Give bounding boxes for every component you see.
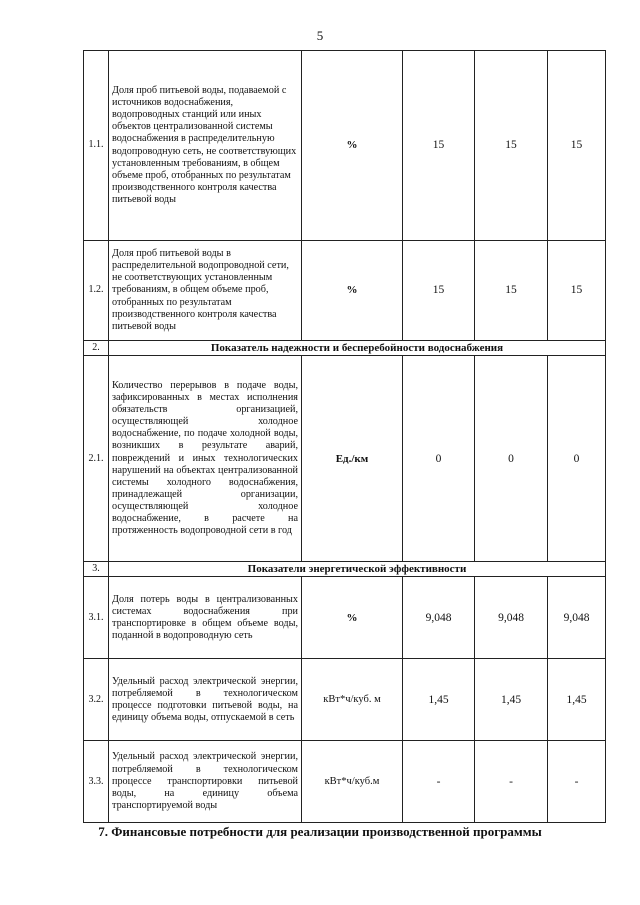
row-number: 1.1. <box>84 51 109 241</box>
row-number: 2.1. <box>84 356 109 562</box>
value-cell: 0 <box>403 356 475 562</box>
section-title: Показатель надежности и бесперебойности водоснабжения <box>109 341 606 356</box>
value-cell: 9,048 <box>475 577 548 659</box>
value-cell: 1,45 <box>475 659 548 741</box>
row-number: 1.2. <box>84 241 109 341</box>
indicator-description: Удельный расход электрической энергии, потребляемой в технологическом процессе подготовки питьевой воды, на единицу объема воды, отпускаемой в сеть <box>109 659 302 741</box>
indicator-description: Доля проб питьевой воды в распределительной водопроводной сети, не соответствующих установленным требованиям, в общем объеме проб, отобранных по результатам производственного контроля качества питьевой воды <box>109 241 302 341</box>
value-cell: 15 <box>403 51 475 241</box>
unit-cell: % <box>302 51 403 241</box>
unit-cell: кВт*ч/куб. м <box>302 659 403 741</box>
section-number: 2. <box>84 341 109 356</box>
indicator-description: Доля потерь воды в централизованных системах водоснабжения при транспортировке в общем объеме воды, поданной в водопроводную сеть <box>109 577 302 659</box>
section-header-row <box>84 562 606 577</box>
table-row <box>84 577 606 659</box>
indicators-table <box>83 50 606 823</box>
value-cell: 1,45 <box>548 659 606 741</box>
value-cell: 15 <box>548 241 606 341</box>
section-number: 3. <box>84 562 109 577</box>
table-row <box>84 241 606 341</box>
table-row <box>84 51 606 241</box>
table-row <box>84 356 606 562</box>
indicator-description: Количество перерывов в подаче воды, зафиксированных в местах исполнения обязательств организацией, осуществляющей холодное водоснабжение, по подаче холодной воды, возникших в результате аварий, повреждений и иных технологических нарушений на объектах централизованной системы холодного водоснабжения, принадлежащей организации, осуществляющей холодное водоснабжение, в расчете на протяженность водопроводной сети в год <box>109 356 302 562</box>
value-cell: 1,45 <box>403 659 475 741</box>
value-cell: 15 <box>403 241 475 341</box>
value-cell: 0 <box>548 356 606 562</box>
section-title: Показатели энергетической эффективности <box>109 562 606 577</box>
table-row <box>84 659 606 741</box>
value-cell: - <box>548 741 606 823</box>
section-header-row <box>84 341 606 356</box>
table-row <box>84 741 606 823</box>
value-cell: 0 <box>475 356 548 562</box>
row-number: 3.2. <box>84 659 109 741</box>
row-number: 3.3. <box>84 741 109 823</box>
unit-cell: Ед./км <box>302 356 403 562</box>
indicator-description: Доля проб питьевой воды, подаваемой с источников водоснабжения, водопроводных станций или иных объектов централизованной системы водоснабжения в распределительную водопроводную сеть, не соответствующих установленным требованиям, в общем объеме проб, отобранных по результатам производственного контроля качества питьевой воды <box>109 51 302 241</box>
value-cell: 15 <box>548 51 606 241</box>
value-cell: 15 <box>475 51 548 241</box>
row-number: 3.1. <box>84 577 109 659</box>
value-cell: - <box>475 741 548 823</box>
indicator-description: Удельный расход электрической энергии, потребляемой в технологическом процессе транспортировки питьевой воды, на единицу объема транспортируемой воды <box>109 741 302 823</box>
unit-cell: кВт*ч/куб.м <box>302 741 403 823</box>
value-cell: 9,048 <box>403 577 475 659</box>
value-cell: 15 <box>475 241 548 341</box>
value-cell: - <box>403 741 475 823</box>
unit-cell: % <box>302 577 403 659</box>
page-number: 5 <box>316 28 324 43</box>
section-heading: 7. Финансовые потребности для реализации производственной программы <box>98 824 542 839</box>
unit-cell: % <box>302 241 403 341</box>
value-cell: 9,048 <box>548 577 606 659</box>
